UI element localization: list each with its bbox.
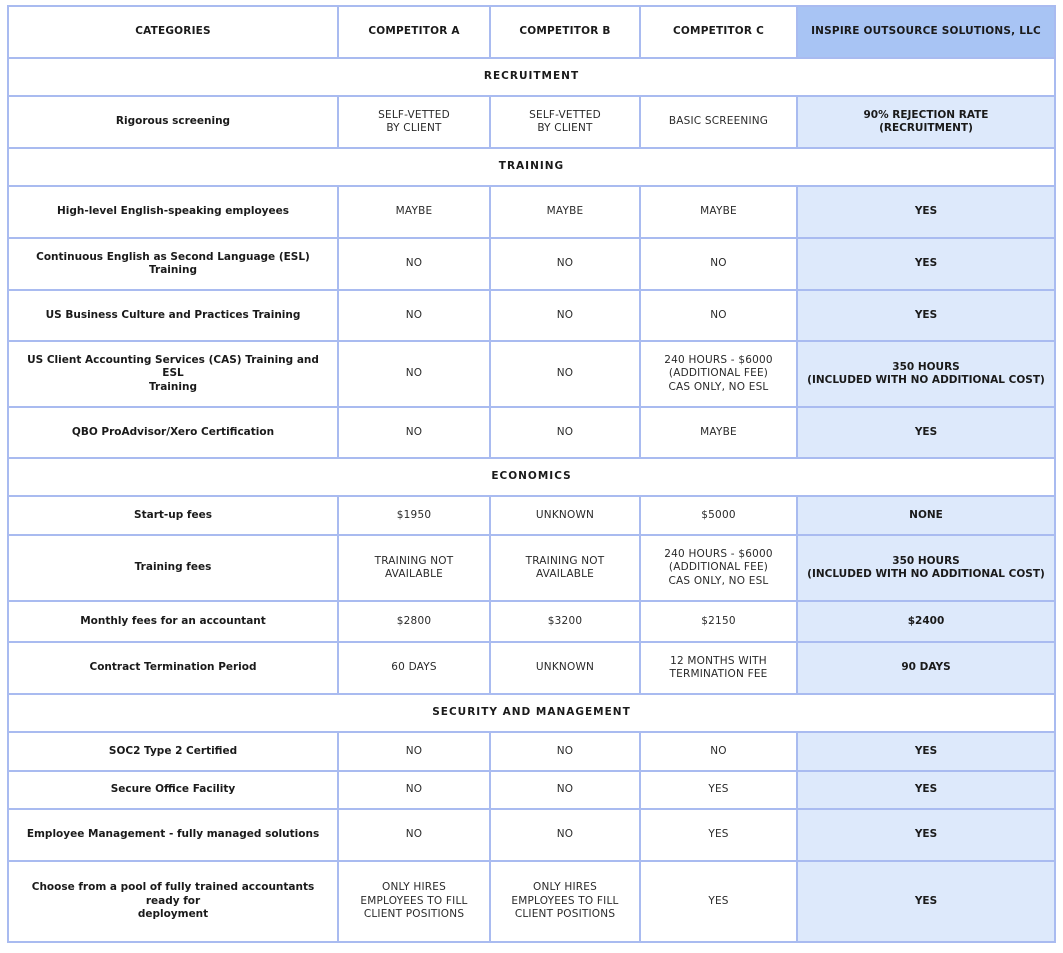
row-label: US Client Accounting Services (CAS) Training and ESL Training [8, 341, 338, 407]
cell-competitor-b: NO [490, 407, 640, 458]
cell-competitor-a: NO [338, 771, 490, 809]
cell-inspire: YES [797, 238, 1055, 290]
cell-inspire: 90% REJECTION RATE (RECRUITMENT) [797, 96, 1055, 148]
cell-inspire: NONE [797, 496, 1055, 535]
row-label: Contract Termination Period [8, 642, 338, 694]
cell-competitor-b: ONLY HIRES EMPLOYEES TO FILL CLIENT POSITIONS [490, 861, 640, 942]
header-competitor-a: COMPETITOR A [338, 6, 490, 58]
cell-competitor-c: 240 HOURS - $6000 (ADDITIONAL FEE) CAS ONLY, NO ESL [640, 535, 797, 601]
cell-competitor-b: $3200 [490, 601, 640, 642]
cell-competitor-b: TRAINING NOT AVAILABLE [490, 535, 640, 601]
cell-inspire: YES [797, 732, 1055, 771]
cell-inspire: $2400 [797, 601, 1055, 642]
section-row [8, 694, 1055, 732]
table-row [8, 861, 1055, 942]
cell-inspire: YES [797, 861, 1055, 942]
table-row [8, 238, 1055, 290]
row-label: Rigorous screening [8, 96, 338, 148]
cell-inspire: YES [797, 809, 1055, 861]
table-row [8, 771, 1055, 809]
cell-competitor-b: SELF-VETTED BY CLIENT [490, 96, 640, 148]
cell-competitor-a: NO [338, 732, 490, 771]
cell-competitor-b: NO [490, 238, 640, 290]
header-competitor-c: COMPETITOR C [640, 6, 797, 58]
row-label: Choose from a pool of fully trained accountants ready for deployment [8, 861, 338, 942]
header-categories: CATEGORIES [8, 6, 338, 58]
cell-inspire: YES [797, 290, 1055, 341]
row-label: QBO ProAdvisor/Xero Certification [8, 407, 338, 458]
cell-competitor-a: NO [338, 290, 490, 341]
table-row [8, 186, 1055, 238]
cell-competitor-c: BASIC SCREENING [640, 96, 797, 148]
cell-competitor-c: YES [640, 861, 797, 942]
cell-competitor-a: NO [338, 238, 490, 290]
cell-inspire: 90 DAYS [797, 642, 1055, 694]
section-economics: ECONOMICS [8, 458, 1055, 496]
cell-inspire: 350 HOURS (INCLUDED WITH NO ADDITIONAL COST) [797, 535, 1055, 601]
cell-competitor-b: NO [490, 771, 640, 809]
table-row [8, 290, 1055, 341]
cell-competitor-c: NO [640, 238, 797, 290]
cell-competitor-c: MAYBE [640, 407, 797, 458]
cell-inspire: YES [797, 186, 1055, 238]
cell-competitor-c: MAYBE [640, 186, 797, 238]
cell-competitor-c: YES [640, 809, 797, 861]
cell-competitor-b: UNKNOWN [490, 496, 640, 535]
cell-competitor-a: ONLY HIRES EMPLOYEES TO FILL CLIENT POSITIONS [338, 861, 490, 942]
table-row [8, 642, 1055, 694]
cell-competitor-b: NO [490, 732, 640, 771]
cell-competitor-a: NO [338, 341, 490, 407]
cell-competitor-a: SELF-VETTED BY CLIENT [338, 96, 490, 148]
cell-competitor-c: 240 HOURS - $6000 (ADDITIONAL FEE) CAS ONLY, NO ESL [640, 341, 797, 407]
cell-competitor-c: YES [640, 771, 797, 809]
table-row [8, 341, 1055, 407]
cell-competitor-b: NO [490, 290, 640, 341]
cell-competitor-a: NO [338, 809, 490, 861]
section-row [8, 458, 1055, 496]
cell-competitor-b: NO [490, 341, 640, 407]
row-label: Employee Management - fully managed solutions [8, 809, 338, 861]
section-recruitment: RECRUITMENT [8, 58, 1055, 96]
table-row [8, 407, 1055, 458]
cell-competitor-b: MAYBE [490, 186, 640, 238]
comparison-table [7, 5, 1056, 943]
cell-competitor-a: MAYBE [338, 186, 490, 238]
row-label: Training fees [8, 535, 338, 601]
header-competitor-b: COMPETITOR B [490, 6, 640, 58]
cell-competitor-a: $2800 [338, 601, 490, 642]
cell-competitor-c: $2150 [640, 601, 797, 642]
table-row [8, 732, 1055, 771]
cell-competitor-a: $1950 [338, 496, 490, 535]
table-row [8, 601, 1055, 642]
cell-competitor-b: UNKNOWN [490, 642, 640, 694]
section-security-management: SECURITY AND MANAGEMENT [8, 694, 1055, 732]
section-row [8, 148, 1055, 186]
cell-competitor-c: 12 MONTHS WITH TERMINATION FEE [640, 642, 797, 694]
cell-competitor-a: TRAINING NOT AVAILABLE [338, 535, 490, 601]
cell-competitor-c: NO [640, 732, 797, 771]
row-label: High-level English-speaking employees [8, 186, 338, 238]
cell-inspire: 350 HOURS (INCLUDED WITH NO ADDITIONAL COST) [797, 341, 1055, 407]
row-label: Start-up fees [8, 496, 338, 535]
cell-competitor-a: 60 DAYS [338, 642, 490, 694]
row-label: Continuous English as Second Language (ESL) Training [8, 238, 338, 290]
row-label: Monthly fees for an accountant [8, 601, 338, 642]
row-label: Secure Office Facility [8, 771, 338, 809]
header-inspire: INSPIRE OUTSOURCE SOLUTIONS, LLC [797, 6, 1055, 58]
section-training: TRAINING [8, 148, 1055, 186]
row-label: SOC2 Type 2 Certified [8, 732, 338, 771]
table-row [8, 96, 1055, 148]
table-row [8, 535, 1055, 601]
section-row [8, 58, 1055, 96]
table-row [8, 809, 1055, 861]
cell-competitor-a: NO [338, 407, 490, 458]
row-label: US Business Culture and Practices Training [8, 290, 338, 341]
header-row [8, 6, 1055, 58]
cell-competitor-c: NO [640, 290, 797, 341]
table-row [8, 496, 1055, 535]
cell-competitor-b: NO [490, 809, 640, 861]
cell-inspire: YES [797, 771, 1055, 809]
cell-inspire: YES [797, 407, 1055, 458]
cell-competitor-c: $5000 [640, 496, 797, 535]
